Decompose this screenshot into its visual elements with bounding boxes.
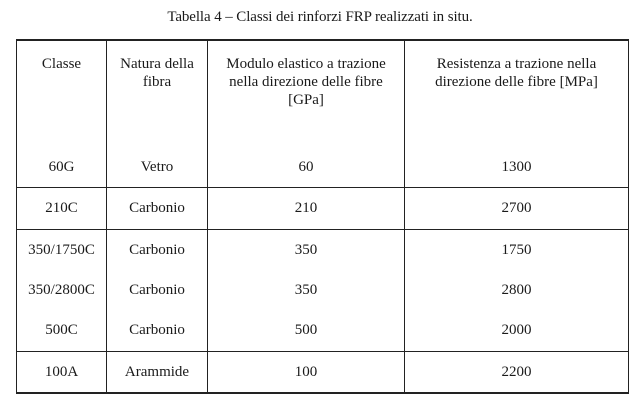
table-row <box>17 147 629 188</box>
cell-modulo: 500 <box>208 310 405 351</box>
header-classe: Classe <box>17 40 107 147</box>
cell-resistenza: 1750 <box>405 229 629 270</box>
cell-fibra: Carbonio <box>107 229 208 270</box>
table-row <box>17 270 629 310</box>
cell-classe: 500C <box>17 310 107 351</box>
cell-classe: 350/1750C <box>17 229 107 270</box>
cell-classe: 350/2800C <box>17 270 107 310</box>
cell-resistenza: 1300 <box>405 147 629 188</box>
cell-resistenza: 2700 <box>405 188 629 229</box>
cell-resistenza: 2800 <box>405 270 629 310</box>
table-caption: Tabella 4 – Classi dei rinforzi FRP realizzati in situ. <box>167 9 473 25</box>
table-header-row <box>17 40 629 147</box>
cell-fibra: Carbonio <box>107 270 208 310</box>
header-modulo-elastico: Modulo elastico a trazione nella direzione delle fibre [GPa] <box>208 40 405 147</box>
cell-modulo: 100 <box>208 351 405 393</box>
table-row <box>17 229 629 270</box>
table-row <box>17 351 629 393</box>
header-resistenza: Resistenza a trazione nella direzione delle fibre [MPa] <box>405 40 629 147</box>
cell-resistenza: 2000 <box>405 310 629 351</box>
cell-fibra: Carbonio <box>107 188 208 229</box>
cell-resistenza: 2200 <box>405 351 629 393</box>
cell-classe: 60G <box>17 147 107 188</box>
cell-fibra: Carbonio <box>107 310 208 351</box>
table-row <box>17 310 629 351</box>
cell-modulo: 60 <box>208 147 405 188</box>
cell-classe: 100A <box>17 351 107 393</box>
table-row <box>17 188 629 229</box>
header-natura-fibra: Natura della fibra <box>107 40 208 147</box>
frp-classes-table <box>16 39 629 394</box>
cell-modulo: 350 <box>208 270 405 310</box>
cell-modulo: 350 <box>208 229 405 270</box>
cell-classe: 210C <box>17 188 107 229</box>
cell-fibra: Arammide <box>107 351 208 393</box>
cell-modulo: 210 <box>208 188 405 229</box>
cell-fibra: Vetro <box>107 147 208 188</box>
